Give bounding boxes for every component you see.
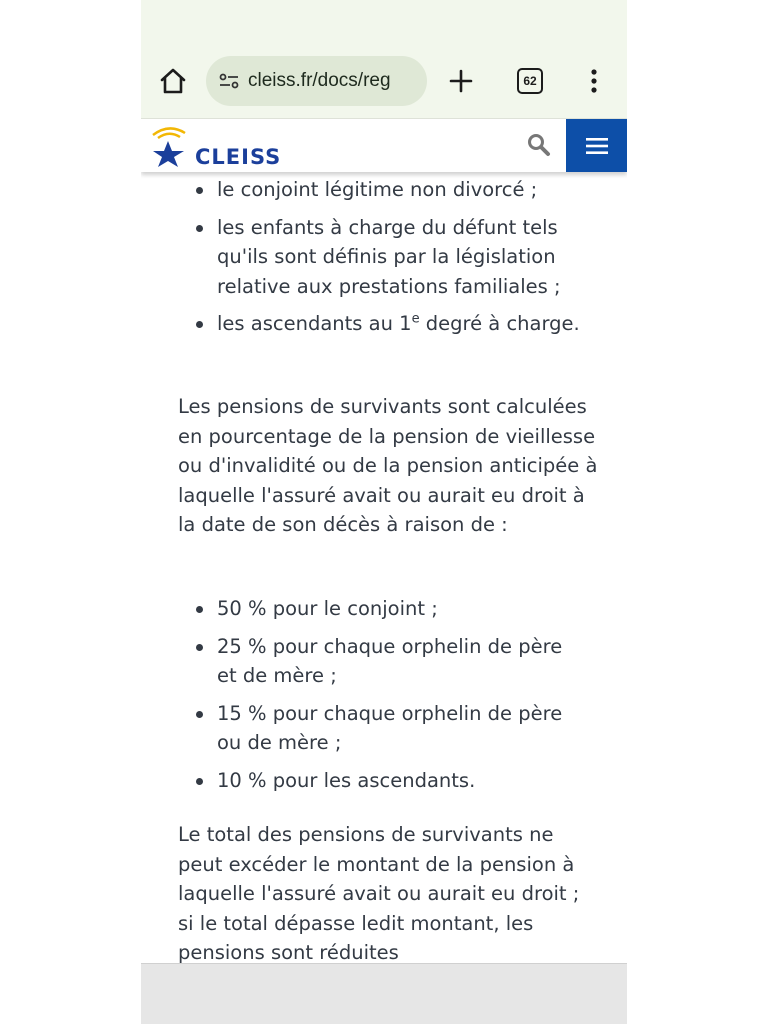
paragraph: Les pensions de survivants sont calculées en pourcentage de la pension de vieillesse ou d'invalidité ou de la pension anticipée à laquelle l'assuré avait ou aurait eu droit à la date de son décès à raison de :: [178, 395, 598, 536]
tab-count: 62: [517, 68, 543, 94]
list-item-text: degré à charge.: [419, 312, 580, 335]
browser-menu-button[interactable]: [573, 60, 615, 102]
list-item-text: 10 % pour les ascendants.: [217, 768, 476, 792]
bullet: [196, 644, 203, 651]
article-content: [141, 172, 627, 963]
list-item: [141, 213, 627, 302]
paragraph: Le total des pensions de survivants ne peut excéder le montant de la pension à laquelle l'assuré avait ou aurait eu droit ; si le total dépasse ledit montant, les pensions sont réduites: [178, 823, 580, 963]
list-item-text: 50 % pour le conjoint ;: [217, 597, 438, 620]
bullet: [196, 225, 203, 232]
home-icon: [159, 67, 187, 95]
list-item: [141, 175, 627, 205]
tab-switcher-button[interactable]: [509, 60, 551, 102]
new-tab-button[interactable]: [440, 60, 482, 102]
list-item: [141, 632, 627, 691]
bullet: [196, 711, 203, 718]
plus-icon: [448, 68, 474, 94]
url-text: cleiss.fr/docs/reg: [248, 70, 391, 91]
list-item-text: 15 % pour chaque orphelin de père ou de mère ;: [217, 701, 563, 754]
bullet: [196, 321, 203, 328]
menu-button[interactable]: [566, 119, 627, 172]
bullet: [196, 187, 203, 194]
rates-list: [141, 594, 627, 803]
hamburger-icon: [586, 137, 608, 155]
phone-screen: [141, 0, 627, 1024]
list-item-text: les enfants à charge du défunt tels qu'ils sont définis par la législation relative aux prestations familiales ;: [217, 215, 561, 298]
list-item-text: les ascendants au 1: [217, 312, 412, 335]
site-settings-icon[interactable]: [218, 70, 240, 92]
cleiss-logo[interactable]: [151, 123, 311, 169]
list-item: [141, 766, 627, 796]
list-item: [141, 699, 627, 758]
search-button[interactable]: [521, 127, 557, 163]
browser-toolbar: [141, 0, 627, 119]
beneficiaries-list: [141, 175, 627, 347]
logo-text: CLEISS: [195, 145, 282, 169]
list-item-text: le conjoint légitime non divorcé ;: [217, 178, 538, 201]
list-item: [141, 309, 627, 339]
list-item-text: 25 % pour chaque orphelin de père et de mère ;: [217, 634, 563, 687]
address-bar[interactable]: [206, 56, 427, 106]
site-header: [141, 119, 627, 172]
home-button[interactable]: [152, 60, 194, 102]
more-vert-icon: [590, 68, 598, 94]
search-icon: [526, 132, 552, 158]
bottom-bar: [141, 963, 627, 1024]
bullet: [196, 778, 203, 785]
bullet: [196, 606, 203, 613]
superscript: e: [411, 311, 420, 327]
list-item: [141, 594, 627, 624]
logo-emblem-icon: [151, 123, 195, 169]
